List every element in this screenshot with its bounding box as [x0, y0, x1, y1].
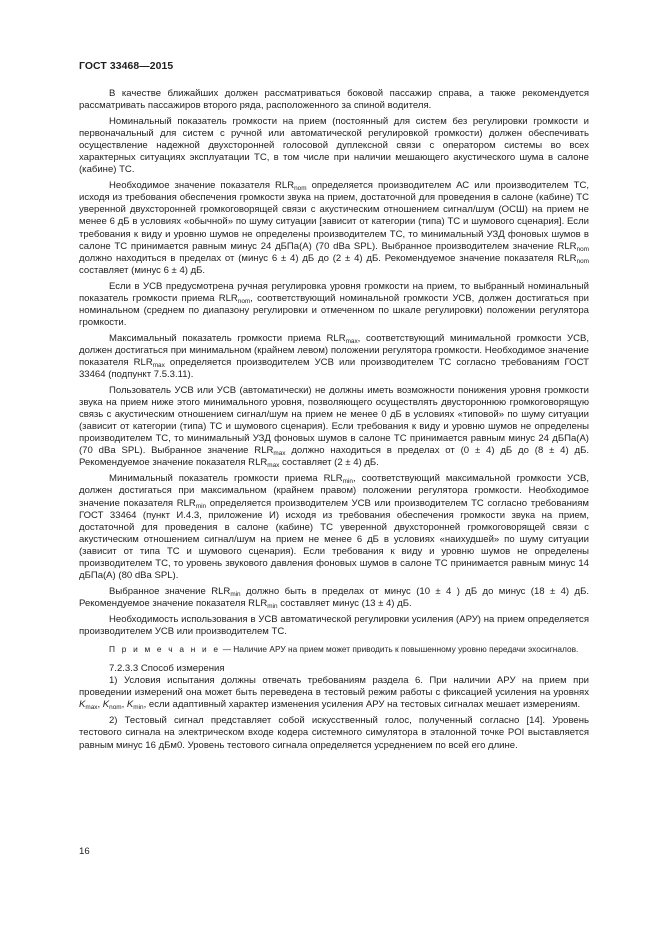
text-run: 1) Условия испытания должны отвечать требованиям раздела 6. При наличии АРУ на прием при проведении измерений она может быть переведена в тестовый режим работы с фиксацией усиления на уровнях [79, 675, 589, 699]
paragraph [79, 88, 589, 112]
text-run: В качестве ближайших должен рассматриваться боковой пассажир справа, а также рекомендуется рассматривать пассажиров второго ряда, расположенного за спиной водителя. [79, 88, 589, 112]
subscript: nom [294, 185, 307, 193]
note-text: — Наличие АРУ на прием может приводить к повышенному уровню передачи эхосигналов. [220, 644, 579, 655]
italic-symbol: K [79, 699, 86, 711]
text-run: , [97, 699, 103, 711]
main-paragraphs [79, 88, 589, 638]
subscript: min [195, 502, 207, 510]
subscript: min [267, 602, 278, 610]
italic-symbol: K [126, 699, 134, 711]
note-label: П р и м е ч а н и е [109, 644, 221, 655]
text-run: , если адаптивный характер изменения усиления АРУ на тестовых сигналах мешает измерениям. [143, 699, 581, 711]
subscript: max [345, 337, 358, 345]
text-run: Максимальный показатель громкости приема RLR [109, 332, 346, 344]
text-run: , [121, 699, 127, 711]
text-run: должно быть в пределах от минус (10 ± 4 ) дБ до минус (18 ± 4) дБ. Рекомендуемое значение показателя RLR [79, 585, 589, 609]
document-body [79, 88, 589, 752]
paragraph [79, 116, 589, 176]
subscript: max [152, 361, 165, 369]
text-run: определяется производителем УСВ или производителем ТС согласно требованиям ГОСТ 33464 (пункт И.4.3, приложение И) исходя из требования обеспечения громкости звука на прием, достаточной для проведения в салоне (кабине) ТС уверенной двухсторонней громкоговорящей связи с акустическим отношением сигнал/шум на прием не менее 6 дБ в условиях «наихудшей» по шуму ситуации (зависит от типа ТС и шумового сценария). Если требования к виду и уровню шумов не определены производителем ТС, то уровень звукового давления фоновых шумов в салоне ТС принимается равным минус 14 дБПа(А) (80 dBa SPL). [79, 497, 589, 581]
paragraph [79, 675, 589, 711]
text-run: Минимальный показатель громкости приема RLR [109, 473, 343, 485]
paragraph [79, 586, 589, 610]
text-run: составляет (минус 6 ± 4) дБ. [79, 264, 206, 276]
subscript: max [85, 704, 98, 712]
section-paragraphs [79, 675, 589, 751]
page-number: 16 [79, 846, 90, 857]
text-run: должно находиться в пределах от (минус 6 ± 4) дБ до (2 ± 4) дБ. Рекомендуемое значение показателя RLR [79, 252, 577, 264]
text-run: Необходимость использования в УСВ автоматической регулировки усиления (АРУ) на прием определяется производителем УСВ или производителем ТС. [79, 613, 589, 637]
paragraph [79, 385, 589, 469]
note [79, 644, 589, 655]
text-run: должно находиться в пределах от (0 ± 4) дБ до (8 ± 4) дБ. Рекомендуемое значение показателя RLR [79, 445, 589, 469]
paragraph [79, 333, 589, 381]
text-run: определяется производителем АС или производителем ТС, исходя из требования обеспечения громкости звука на прием, достаточной для проведения в салоне (кабине) ТС уверенной двухсторонней громкоговорящей связи с акустическим отношением сигнал/шум (ОСШ) на прием не менее 6 дБ в условиях «обычной» по шуму ситуации [зависит от категории (типа) ТС и шумового сценария]. Если требования к виду и уровню шумов не определены производителем ТС, то минимальный УЗД фоновых шумов в салоне ТС принимается равным минус 24 дБПа(А) (70 dBa SPL). Выбранное производителем значение RLR [79, 180, 589, 252]
subscript: max [273, 450, 286, 458]
text-run: составляет минус (13 ± 4) дБ. [277, 597, 412, 609]
italic-symbol: K [102, 699, 110, 711]
paragraph [79, 281, 589, 329]
paragraph [79, 180, 589, 276]
section-title: 7.2.3.3 Способ измерения [109, 663, 225, 675]
text-run: Пользователь УСВ или УСВ (автоматически) не должны иметь возможности понижения уровня громкости звука на прием ниже этого минимального уровня, позволяющего осуществлять двустороннюю громкоговорящую связь с акустическим отношением сигнал/шум на прием не менее 0 дБ в условиях «типовой» по шуму ситуации (зависит от категории (типа) ТС и шумового сценария). Если требования к виду и уровню шумов не определены производителем ТС, то минимальный УЗД фоновых шумов в салоне ТС принимается равным минус 24 дБПа(А) (70 dBa SPL). Выбранное значение RLR [79, 385, 589, 457]
subscript: nom [576, 257, 589, 265]
text-run: 2) Тестовый сигнал представляет собой искусственный голос, полученный согласно [14]. Уровень тестового сигнала на электрическом входе кодера системного симулятора в эталонной точке POI выставляется равным минус 16 дБм0. Уровень тестового сигнала определяется усреднением по всей его длине. [79, 715, 589, 751]
subscript: nom [576, 245, 589, 253]
subscript: max [267, 462, 280, 470]
text-run: Номинальный показатель громкости на прием (постоянный для систем без регулировки громкости и первоначальный для систем с ручной или автоматической регулировкой громкости) должен обеспечивать осуществление надежной двухсторонней голосовой дуплексной связи с оператором системы во всех характерных ситуациях эксплуатации ТС, в том числе при наличии мешающего акустического шума в салоне (кабине) ТС. [79, 116, 589, 176]
text-run: , соответствующий номинальной громкости УСВ, должен достигаться при номинальном (среднем по диапазону регулировки и отмеченном по шкале регулировки) положении регулятора громкости. [79, 292, 589, 328]
text-run: , соответствующий минимальной громкости УСВ, должен достигаться при минимальном (крайнем левом) положении регулятора громкости. Необходимое значение показателя RLR [79, 332, 589, 368]
subscript: min [342, 478, 353, 486]
paragraph [79, 614, 589, 638]
text-run: Если в УСВ предусмотрена ручная регулировка уровня громкости на прием, то выбранный номинальный показатель громкости приема RLR [79, 280, 589, 304]
text-run: Выбранное значение RLR [109, 585, 231, 597]
text-run: составляет (2 ± 4) дБ. [279, 457, 379, 469]
text-run: , соответствующий максимальной громкости УСВ, должен достигаться при максимальном (крайнем правом) положении регулятора громкости. Необходимое значение показателя RLR [79, 473, 590, 509]
document-header: ГОСТ 33468—2015 [79, 61, 174, 72]
subscript: min [230, 590, 241, 598]
text-run: определяется производителем УСВ или производителем ТС согласно требованиям ГОСТ 33464 (подпункт 7.5.3.11). [79, 356, 589, 381]
subscript: nom [237, 297, 251, 305]
text-run: Необходимое значение показателя RLR [109, 180, 295, 192]
subscript: nom [109, 704, 122, 712]
subscript: min [133, 704, 144, 712]
paragraph [79, 473, 589, 581]
paragraph [79, 715, 589, 751]
